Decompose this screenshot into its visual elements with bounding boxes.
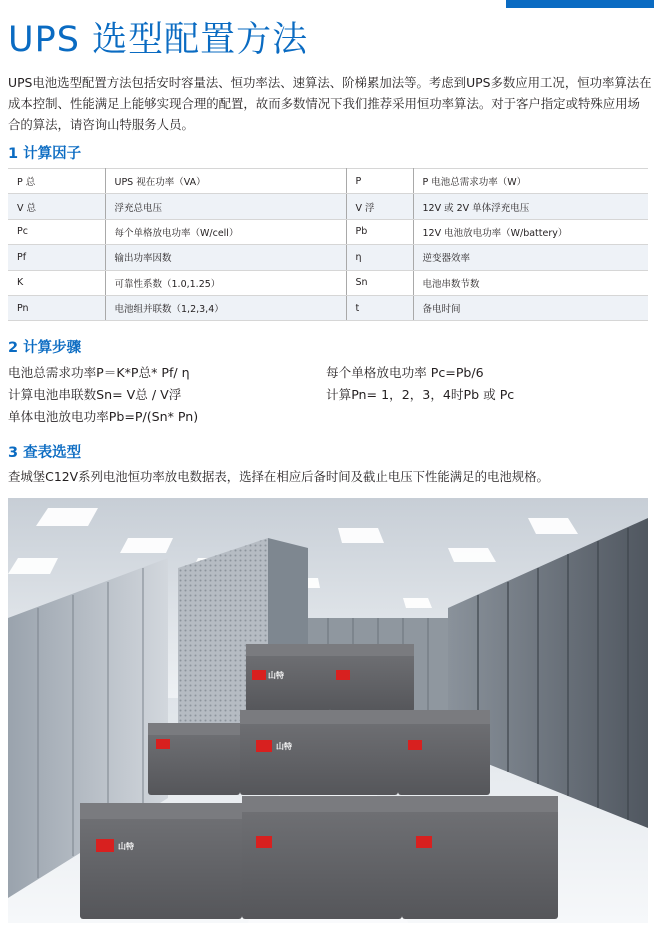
table-cell-desc2: 备电时间	[413, 295, 648, 320]
table-cell-desc1: 输出功率因数	[105, 245, 346, 270]
table-row	[8, 194, 648, 219]
svg-text:山特: 山特	[268, 671, 284, 680]
table-cell-sym2: t	[346, 295, 413, 320]
table-cell-sym2: P	[346, 169, 413, 194]
calculation-steps	[8, 360, 648, 426]
table-row	[8, 270, 648, 295]
table-cell-desc1: 浮充总电压	[105, 194, 346, 219]
svg-text:山特: 山特	[118, 842, 134, 851]
datacenter-battery-photo	[8, 498, 648, 923]
intro-paragraph: UPS电池选型配置方法包括安时容量法、恒功率法、速算法、阶梯累加法等。考虑到UPS多数应用工况，恒功率算法在成本控制、性能满足上能够实现合理的配置，故而多数情况下我们推荐采用恒功率算法。对于客户指定或特殊应用场合的算法，请咨询山特服务人员。	[8, 75, 652, 132]
table-row	[8, 169, 648, 194]
factor-table	[8, 168, 648, 321]
table-cell-sym1: Pn	[8, 295, 105, 320]
step-series-count: 计算电池串联数Sn= V总 / V浮	[8, 387, 182, 402]
lookup-description: 查城堡C12V系列电池恒功率放电数据表，选择在相应后备时间及截止电压下性能满足的电池规格。	[8, 469, 549, 484]
step-battery-power: 单体电池放电功率Pb=P/(Sn* Pn)	[8, 409, 199, 424]
table-cell-sym2: Pb	[346, 219, 413, 244]
svg-text:山特: 山特	[276, 742, 292, 751]
step-parallel-count: 计算Pn= 1，2，3，4时Pb 或 Pc	[326, 387, 515, 402]
table-cell-sym1: P 总	[8, 169, 105, 194]
table-cell-desc1: 电池组并联数（1,2,3,4）	[105, 295, 346, 320]
table-row	[8, 245, 648, 270]
table-cell-sym1: V 总	[8, 194, 105, 219]
section-heading-steps: 2 计算步骤	[8, 340, 82, 356]
table-cell-sym1: K	[8, 270, 105, 295]
page-title: UPS 选型配置方法	[8, 20, 309, 60]
section-heading-lookup: 3 查表选型	[8, 445, 82, 461]
table-cell-sym1: Pc	[8, 219, 105, 244]
table-cell-sym1: Pf	[8, 245, 105, 270]
step-cell-power: 每个单格放电功率 Pc=Pb/6	[326, 365, 484, 380]
table-cell-sym2: Sn	[346, 270, 413, 295]
table-cell-sym2: V 浮	[346, 194, 413, 219]
step-total-power: 电池总需求功率P＝K*P总* Pf/ η	[8, 365, 190, 380]
section-heading-factors: 1 计算因子	[8, 146, 82, 162]
table-cell-desc1: 可靠性系数（1.0,1.25）	[105, 270, 346, 295]
top-accent-bar	[506, 0, 654, 8]
table-cell-desc2: 电池串数节数	[413, 270, 648, 295]
table-cell-desc1: 每个单格放电功率（W/cell）	[105, 219, 346, 244]
table-cell-sym2: η	[346, 245, 413, 270]
table-row	[8, 295, 648, 320]
table-cell-desc2: 12V 电池放电功率（W/battery）	[413, 219, 648, 244]
table-cell-desc2: 逆变器效率	[413, 245, 648, 270]
table-cell-desc2: P 电池总需求功率（W）	[413, 169, 648, 194]
table-cell-desc1: UPS 视在功率（VA）	[105, 169, 346, 194]
table-row	[8, 219, 648, 244]
table-cell-desc2: 12V 或 2V 单体浮充电压	[413, 194, 648, 219]
